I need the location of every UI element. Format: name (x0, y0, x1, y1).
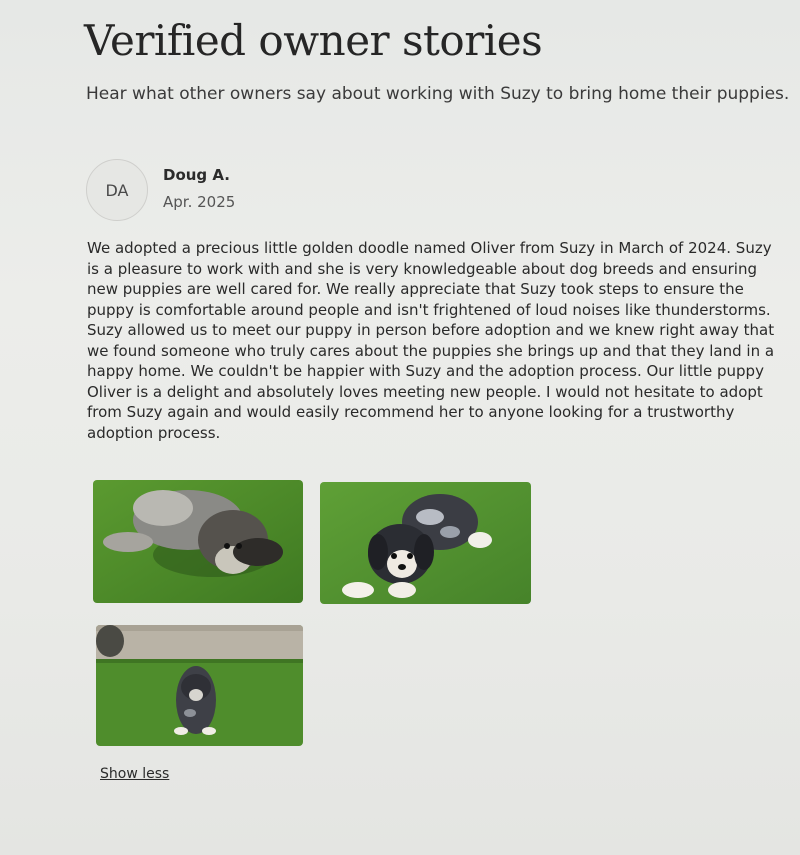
page-subtitle: Hear what other owners say about working with Suzy to bring home their puppies. (86, 84, 790, 104)
puppy-lying-on-grass-facing-camera-photo (320, 482, 531, 604)
show-less-link[interactable]: Show less (100, 766, 170, 782)
review-date: Apr. 2025 (163, 193, 236, 211)
review-text: We adopted a precious little golden doodle named Oliver from Suzy in March of 2024. Suzy is a pleasure to work with and she is very knowledgeable about dog breeds and ensuring new puppies are well cared for. We really appreciate that Suzy took steps to ensure the puppy is comfortable around people and isn't frightened of loud noises like thunderstorms. Suzy allowed us to meet our puppy in person before adoption and we knew right away that we found someone who truly cares about the puppies she brings up and that they land in a happy home. We couldn't be happier with Suzy and the adoption process. Our little puppy Oliver is a delight and absolutely loves meeting new people. I would not hesitate to adopt from Suzy again and would easily recommend her to anyone looking for a trustworthy adoption process. (87, 239, 775, 442)
avatar (86, 159, 148, 221)
avatar-initials: DA (105, 180, 129, 200)
review-photo-2[interactable] (320, 482, 531, 604)
review-photo-3[interactable] (96, 625, 303, 746)
page-title: Verified owner stories (84, 16, 543, 65)
puppy-sitting-on-lawn-photo (96, 625, 303, 746)
review-photo-1[interactable] (93, 480, 303, 603)
puppy-lying-on-grass-photo (93, 480, 303, 603)
reviewer-name: Doug A. (163, 166, 230, 184)
